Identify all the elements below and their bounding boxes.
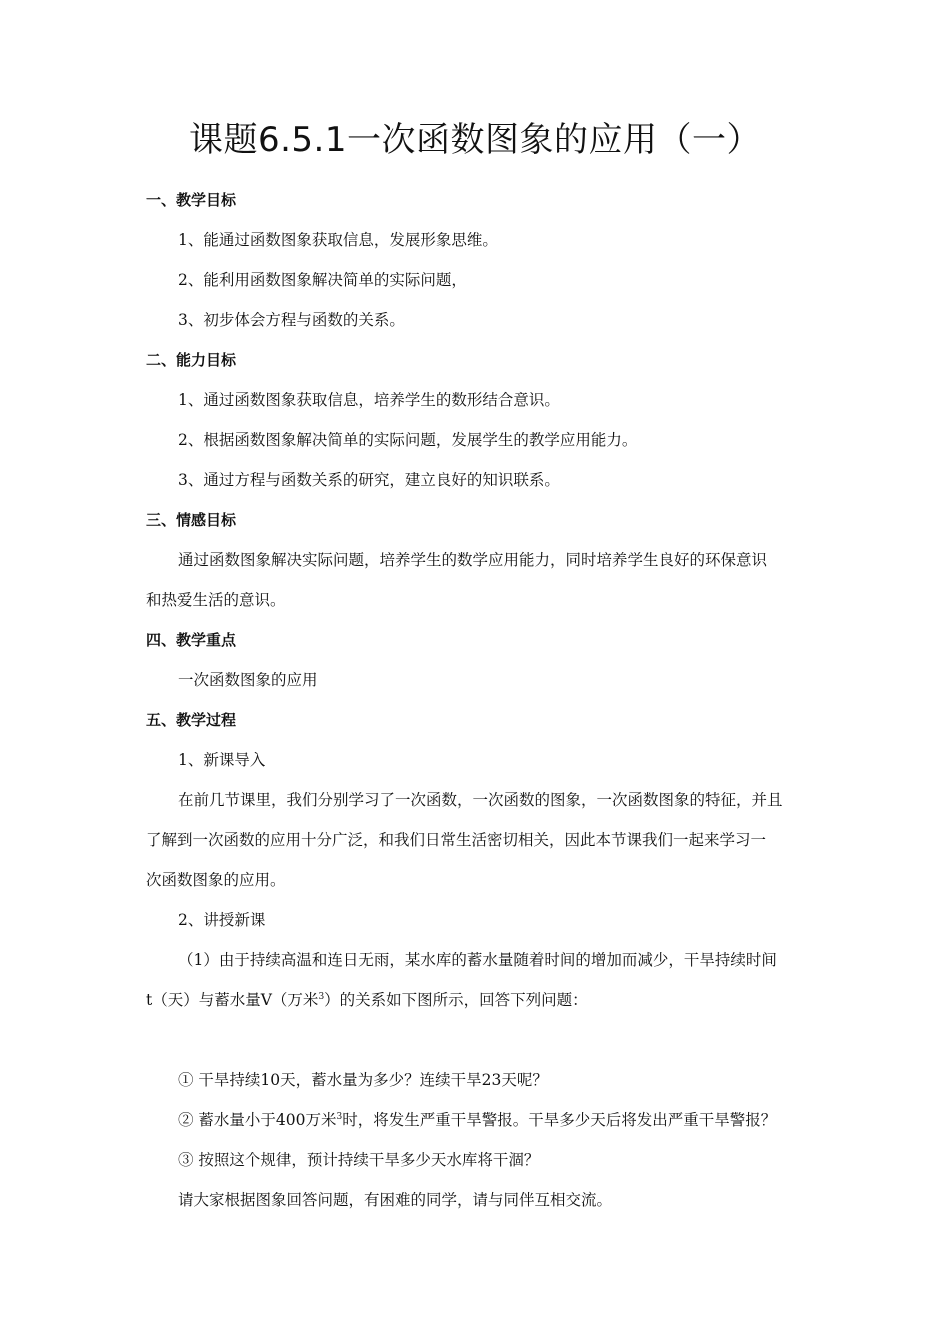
- list-item: 1、能通过函数图象获取信息，发展形象思维。: [178, 231, 498, 249]
- subheading-intro: 1、新课导入: [178, 751, 266, 769]
- question-3: ③ 按照这个规律，预计持续干旱多少天水库将干涸？: [178, 1151, 540, 1169]
- page-title: 课题6.5.1一次函数图象的应用（一）: [188, 120, 761, 160]
- section-heading-key-points: 四、教学重点: [146, 631, 237, 649]
- section-heading-teaching-goals: 一、教学目标: [146, 191, 237, 209]
- question-1: ① 干旱持续10天，蓄水量为多少？连续干旱23天呢？: [178, 1071, 548, 1089]
- paragraph-line: 了解到一次函数的应用十分广泛，和我们日常生活密切相关，因此本节课我们一起来学习一: [146, 831, 767, 849]
- paragraph-line: 在前几节课里，我们分别学习了一次函数，一次函数的图象，一次函数图象的特征，并且: [178, 791, 783, 809]
- section-heading-teaching-process: 五、教学过程: [146, 711, 237, 729]
- subheading-new-lesson: 2、讲授新课: [178, 911, 266, 929]
- paragraph-line: 通过函数图象解决实际问题，培养学生的数学应用能力，同时培养学生良好的环保意识: [178, 551, 768, 569]
- problem-text: ）的关系如下图所示，回答下列问题：: [324, 991, 588, 1009]
- list-item: 3、初步体会方程与函数的关系。: [178, 311, 405, 329]
- closing-line: 请大家根据图象回答问题，有困难的同学，请与同伴互相交流。: [178, 1191, 613, 1209]
- paragraph-line: 一次函数图象的应用: [178, 671, 318, 689]
- question-text: ② 蓄水量小于400万米: [178, 1111, 337, 1129]
- paragraph-line: 和热爱生活的意识。: [146, 591, 286, 609]
- list-item: 2、能利用函数图象解决简单的实际问题，: [178, 271, 467, 289]
- superscript: 3: [318, 992, 325, 1002]
- problem-line: （1）由于持续高温和连日无雨，某水库的蓄水量随着时间的增加而减少，干旱持续时间: [178, 951, 777, 969]
- problem-text: t（天）与蓄水量V（万米: [146, 991, 319, 1009]
- paragraph-line: 次函数图象的应用。: [146, 871, 286, 889]
- list-item: 3、通过方程与函数关系的研究，建立良好的知识联系。: [178, 471, 560, 489]
- section-heading-emotion-goals: 三、情感目标: [146, 511, 237, 529]
- list-item: 1、通过函数图象获取信息，培养学生的数形结合意识。: [178, 391, 560, 409]
- problem-line: [146, 990, 588, 1010]
- question-2: [178, 1110, 776, 1130]
- question-text: 时，将发生严重干旱警报。干旱多少天后将发出严重干旱警报？: [342, 1111, 777, 1129]
- list-item: 2、根据函数图象解决简单的实际问题，发展学生的教学应用能力。: [178, 431, 638, 449]
- section-heading-ability-goals: 二、能力目标: [146, 351, 237, 369]
- superscript: 3: [336, 1112, 343, 1122]
